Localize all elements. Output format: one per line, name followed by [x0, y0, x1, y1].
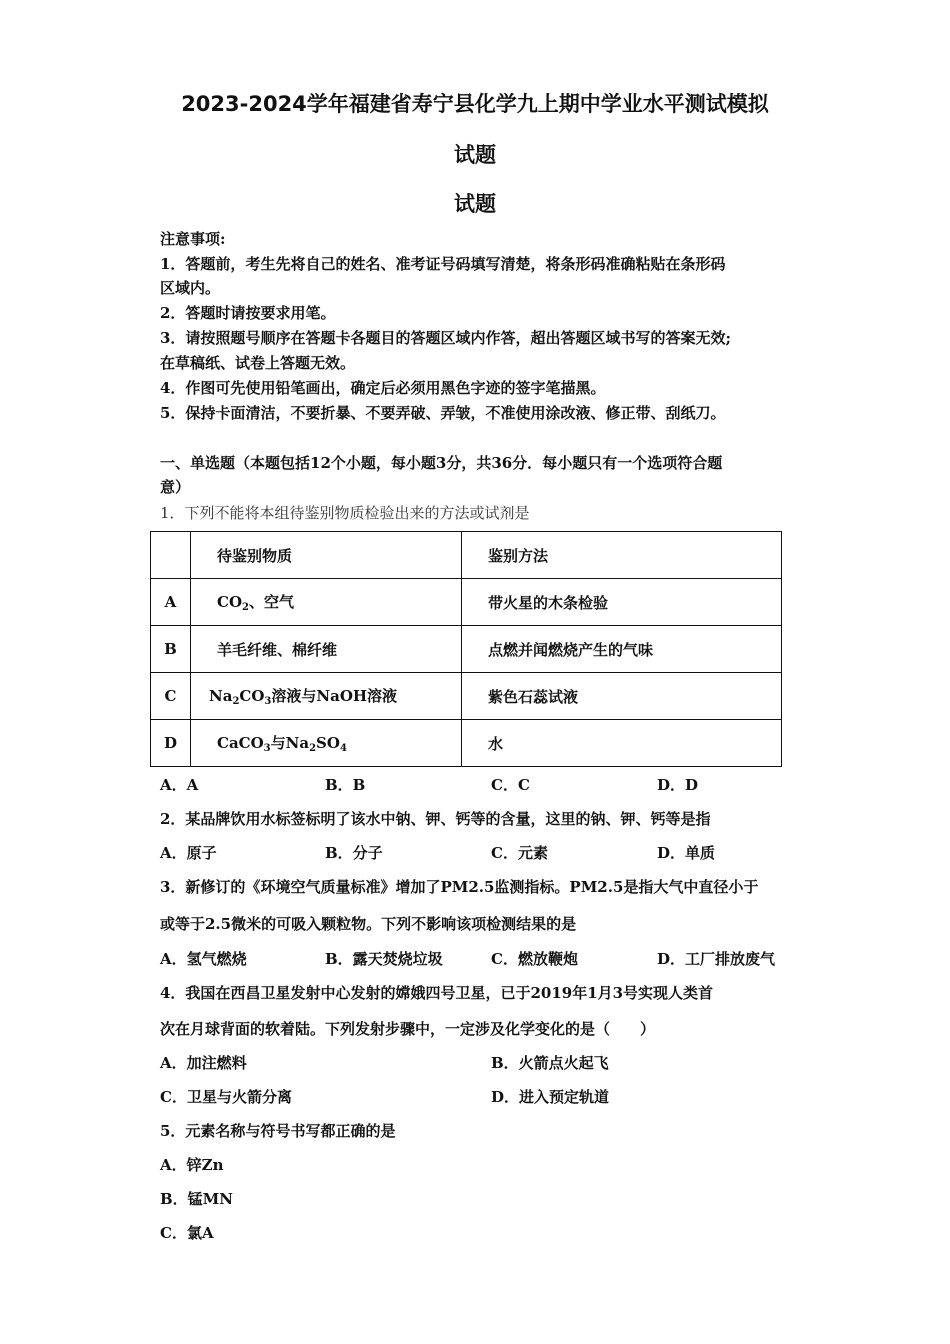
q2-option-b: B．分子 [325, 844, 383, 862]
exam-title-line-2: 试题 [454, 143, 496, 167]
q3-option-c: C．燃放鞭炮 [491, 950, 578, 968]
table-row [151, 673, 782, 720]
substance-cell: CaCO$_3$与$Na_2SO_4$ [191, 720, 462, 767]
substance-cell: 羊毛纤维、棉纤维 [191, 626, 462, 673]
table-header-row [151, 532, 782, 579]
q2-option-d: D．单质 [657, 844, 716, 862]
question-3-stem: 3．新修订的《环境空气质量标准》增加了PM2.5监测指标。PM2.5是指大气中直径小于 [160, 878, 759, 896]
method-cell: 点燃并闻燃烧产生的气味 [462, 626, 782, 673]
section-heading: 一、单选题（本题包括12个小题，每小题3分，共36分．每小题只有一个选项符合题 [160, 454, 723, 472]
q1-option-d: D．D [657, 776, 699, 794]
question-1-table [150, 531, 782, 767]
row-label: D [151, 720, 191, 767]
exam-title-line-3: 试题 [454, 192, 496, 216]
notice-item: 3．请按照题号顺序在答题卡各题目的答题区域内作答，超出答题区域书写的答案无效; [160, 329, 731, 347]
table-header-cell: 鉴别方法 [462, 532, 782, 579]
question-4-stem: 4．我国在西昌卫星发射中心发射的嫦娥四号卫星，已于2019年1月3号实现人类首 [160, 984, 714, 1002]
row-label: B [151, 626, 191, 673]
q4-option-c: C．卫星与火箭分离 [160, 1088, 292, 1106]
method-cell: 水 [462, 720, 782, 767]
notice-heading: 注意事项: [160, 230, 226, 248]
question-3-stem-cont: 或等于2.5微米的可吸入颗粒物。下列不影响该项检测结果的是 [160, 915, 577, 933]
table-row [151, 579, 782, 626]
table-header-cell [151, 532, 191, 579]
q3-option-a: A．氢气燃烧 [160, 950, 247, 968]
q5-option-a: A．锌Zn [160, 1156, 224, 1174]
q3-option-b: B．露天焚烧垃圾 [325, 950, 443, 968]
notice-item: 4．作图可先使用铅笔画出，确定后必须用黑色字迹的签字笔描黑。 [160, 379, 606, 397]
exam-title-line-1: 2023-2024学年福建省寿宁县化学九上期中学业水平测试模拟 [181, 92, 769, 116]
q1-option-b: B．B [325, 776, 366, 794]
q4-option-d: D．进入预定轨道 [491, 1088, 610, 1106]
question-5-stem: 5．元素名称与符号书写都正确的是 [160, 1122, 396, 1140]
question-4-stem-cont: 次在月球背面的软着陆。下列发射步骤中，一定涉及化学变化的是（ ） [160, 1020, 656, 1038]
notice-item: 1．答题前，考生先将自己的姓名、准考证号码填写清楚，将条形码准确粘贴在条形码 [160, 255, 726, 273]
row-label: A [151, 579, 191, 626]
q2-option-a: A．原子 [160, 844, 217, 862]
section-heading-cont: 意） [160, 478, 191, 496]
q5-option-b: B．锰MN [160, 1190, 233, 1208]
q1-option-c: C．C [491, 776, 530, 794]
q4-option-a: A．加注燃料 [160, 1054, 247, 1072]
row-label: C [151, 673, 191, 720]
notice-item: 2．答题时请按要求用笔。 [160, 304, 336, 322]
method-cell: 紫色石蕊试液 [462, 673, 782, 720]
table-row [151, 720, 782, 767]
question-1-stem: 1．下列不能将本组待鉴别物质检验出来的方法或试剂是 [160, 504, 530, 522]
q3-option-d: D．工厂排放废气 [657, 950, 776, 968]
method-cell: 带火星的木条检验 [462, 579, 782, 626]
table-row [151, 626, 782, 673]
substance-cell: $CO_2$、空气 [191, 579, 462, 626]
substance-cell: $Na_2CO_3$溶液与NaOH溶液 [191, 673, 462, 720]
notice-item: 区域内。 [160, 279, 221, 297]
notice-item: 在草稿纸、试卷上答题无效。 [160, 354, 356, 372]
q2-option-c: C．元素 [491, 844, 548, 862]
q4-option-b: B．火箭点火起飞 [491, 1054, 609, 1072]
question-2-stem: 2．某品牌饮用水标签标明了该水中钠、钾、钙等的含量，这里的钠、钾、钙等是指 [160, 810, 711, 828]
notice-item: 5．保持卡面清洁，不要折暴、不要弄破、弄皱，不准使用涂改液、修正带、刮纸刀。 [160, 404, 726, 422]
q1-option-a: A．A [160, 776, 199, 794]
q5-option-c: C．氯A [160, 1224, 214, 1242]
table-header-cell: 待鉴别物质 [191, 532, 462, 579]
